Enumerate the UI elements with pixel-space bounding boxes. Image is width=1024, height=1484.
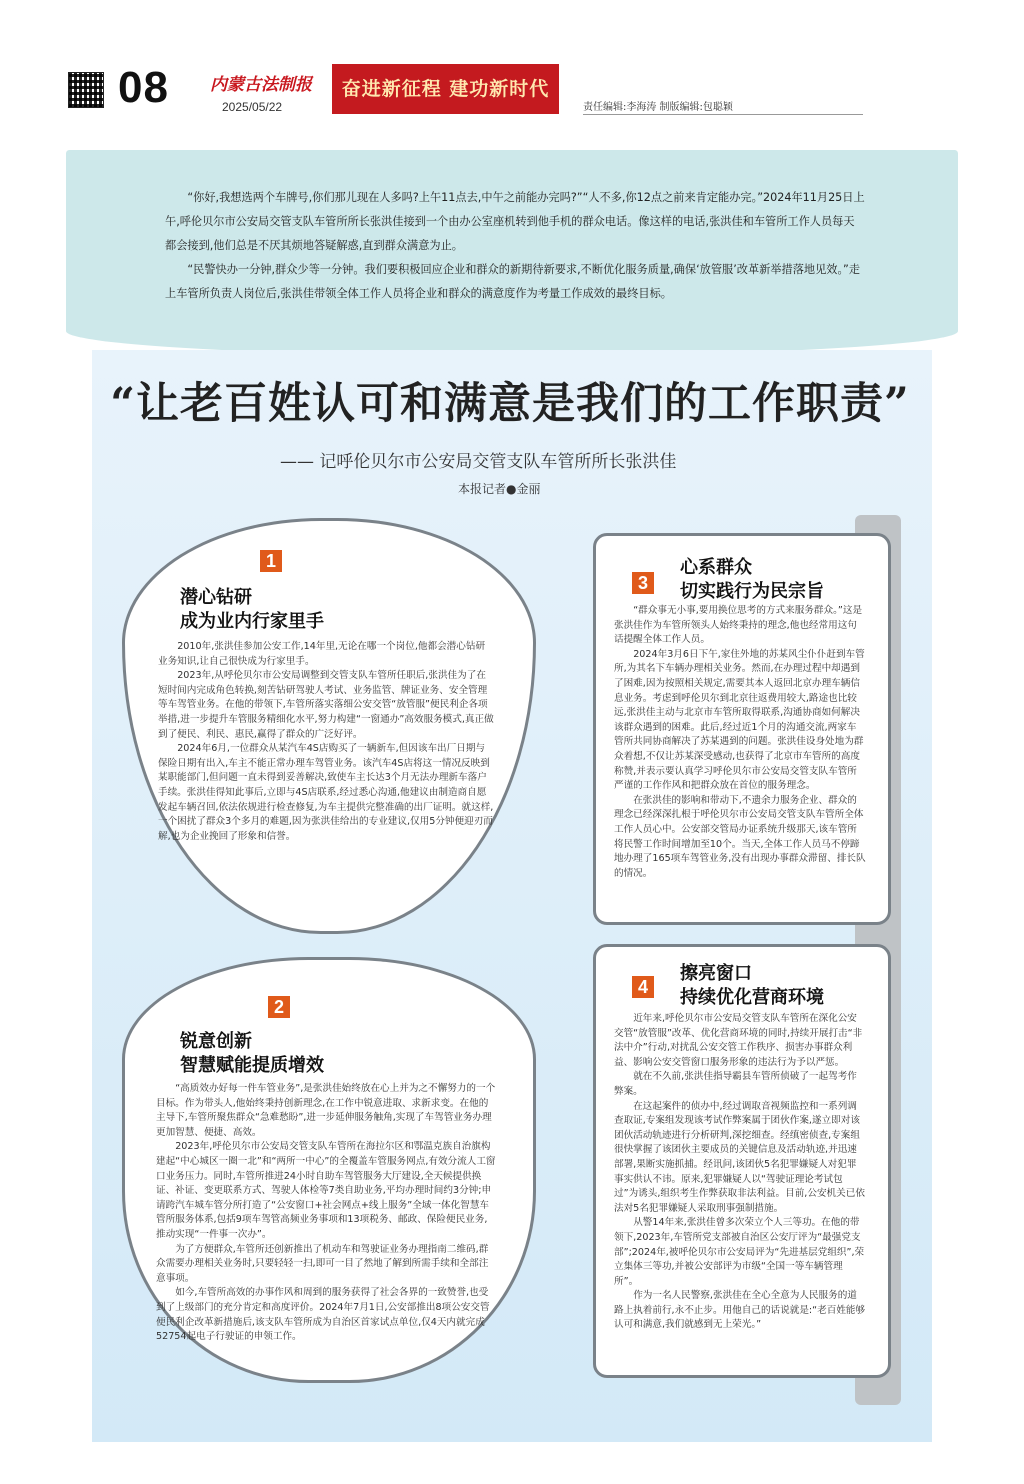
editor-credits: 责任编辑:李海涛 制版编辑:包聪颖 — [583, 102, 733, 113]
section-title-line: 智慧赋能提质增效 — [180, 1055, 324, 1076]
section-1-number: 1 — [260, 550, 282, 572]
intro-text — [165, 186, 865, 306]
section-2-body — [156, 1082, 496, 1345]
body-paragraph: 从警14年来,张洪佳曾多次荣立个人三等功。在他的带领下,2023年,车管所党支部被自治区公安厅评为“最强党支部”;2024年,被呼伦贝尔市公安局评为“先进基层党组织”,荣立集体三等功,并被公安部评为市级“全国一等车辆管理所”。 — [614, 1217, 865, 1287]
body-paragraph: 如今,车管所高效的办事作风和周到的服务获得了社会各界的一致赞誉,也受到了上级部门的充分肯定和高度评价。2024年7月1日,公安部推出8项公安交管便民利企改革新措施后,该支队车管所成为自治区首家试点单位,仅4天内就完成52754起电子行驶证的申领工作。 — [156, 1287, 490, 1343]
section-1-title — [180, 586, 324, 634]
intro-paragraph: “民警快办一分钟,群众少等一分钟。我们要积极回应企业和群众的新期待新要求,不断优化服务质量,确保‘放管服’改革新举措落地见效。”走上车管所负责人岗位后,张洪佳带领全体工作人员将企业和群众的满意度作为考量工作成效的最终目标。 — [165, 263, 861, 300]
section-3-number: 3 — [632, 572, 654, 594]
body-paragraph: 近年来,呼伦贝尔市公安局交管支队车管所在深化公安交管“放管服”改革、优化营商环境的同时,持续开展打击“非法中介”行动,对扰乱公安交管工作秩序、损害办事群众利益、影响公安交管窗口服务形象的违法行为予以严惩。 — [614, 1013, 863, 1068]
body-paragraph: 就在不久前,张洪佳指导霸县车管所侦破了一起驾考作弊案。 — [614, 1071, 857, 1097]
body-paragraph: “高质效办好每一件车管业务”,是张洪佳始终放在心上并为之不懈努力的一个目标。作为带头人,他始终秉持创新理念,在工作中锐意进取、求新求变。在他的主导下,车管所聚焦群众“急难愁盼”,进一步延伸服务触角,实现了车驾管业务办理更加智慧、便捷、高效。 — [156, 1083, 496, 1138]
qr-code-icon — [68, 72, 104, 108]
body-paragraph: 2023年,呼伦贝尔市公安局交管支队车管所在海拉尔区和鄂温克族自治旗构建起“中心城区一圈一北”和“两所一中心”的全覆盖车管服务网点,有效分流人工窗口业务压力。同时,车管所推进24小时自助车驾管服务大厅建设,全天候提供换证、补证、变更联系方式、驾驶人体检等7类自助业务,平均办理时间约3分钟;申请跨汽车城车管分所打造了“公安窗口+社会网点+线上服务”全域一体化智慧车管所服务体系,包括9项车驾管高频业务事项和13项税务、邮政、保险便民业务,推动实现“一件事一次办”。 — [156, 1141, 496, 1240]
section-4-title — [680, 962, 824, 1010]
body-paragraph: 2024年6月,一位群众从某汽车4S店购买了一辆新车,但因该车出厂日期与保险日期有出入,车主不能正常办理车驾管业务。该汽车4S店将这一情况反映到某职能部门,但问题一直未得到妥善解决,致使车主长达3个月无法办理新车落户手续。张洪佳得知此事后,立即与4S店联系,经过悉心沟通,他建议由制造商自愿发起车辆召回,依法依规进行检查修复,为车主提供完整准确的出厂证明。就这样,一个困扰了群众3个多月的难题,因为张洪佳给出的专业建议,仅用5分钟便迎刃而解,也为企业挽回了形象和信誉。 — [158, 743, 494, 842]
section-title-line: 擦亮窗口 — [680, 963, 752, 984]
section-2-number: 2 — [268, 996, 290, 1018]
body-paragraph: 2010年,张洪佳参加公安工作,14年里,无论在哪一个岗位,他都会潜心钻研业务知识,让自己很快成为行家里手。 — [158, 641, 486, 667]
section-title-line: 持续优化营商环境 — [680, 987, 824, 1008]
section-4-body — [614, 1012, 866, 1333]
section-title-line: 切实践行为民宗旨 — [680, 581, 824, 602]
body-paragraph: 2024年3月6日下午,家住外地的苏某风尘仆仆赶到车管所,为其名下车辆办理相关业务。然而,在办理过程中却遇到了困难,因为按照相关规定,需要其本人返回北京办理车辆信息业务。考虑到呼伦贝尔到北京往返费用较大,路途也比较远,张洪佳主动与北京市车管所取得联系,沟通协商如何解决该群众遇到的困难。此后,经过近1个月的沟通交流,两家车管所共同协商解决了苏某遇到的问题。张洪佳设身处地为群众着想,不仅让苏某深受感动,也获得了北京市车管所的高度称赞,并表示要认真学习呼伦贝尔市公安局交管支队车管所严谨的工作作风和把群众放在首位的服务理念。 — [614, 648, 865, 792]
section-title-line: 成为业内行家里手 — [180, 611, 324, 632]
section-3-body — [614, 604, 866, 881]
section-4-number: 4 — [632, 976, 654, 998]
body-paragraph: 在张洪佳的影响和带动下,不遗余力服务企业、群众的理念已经深深扎根于呼伦贝尔市公安局交管支队车管所全体工作人员心中。公安部交管局办证系统升级那天,该车管所将民警工作时间增加至10个。当天,全体工作人员马不停蹄地办理了165项车驾管业务,没有出现办事群众滞留、排长队的情况。 — [614, 794, 866, 879]
page-number: 08 — [118, 63, 169, 112]
body-paragraph: 在这起案件的侦办中,经过调取音视频监控和一系列调查取证,专案组发现该考试作弊案属于团伙作案,遂立即对该团伙活动轨迹进行分析研判,深挖细查。经缜密侦查,专案组很快掌握了该团伙主要成员的关键信息及活动轨迹,并迅速部署,果断实施抓捕。经讯问,该团伙5名犯罪嫌疑人对犯罪事实供认不讳。原来,犯罪嫌疑人以“驾驶证理论考试包过”为诱头,组织考生作弊获取非法利益。目前,公安机关已依法对5名犯罪嫌疑人采取刑事强制措施。 — [614, 1100, 865, 1214]
body-paragraph: 为了方便群众,车管所还创新推出了机动车和驾驶证业务办理指南二维码,群众需要办理相关业务时,只要轻轻一扫,即可一目了然地了解到所需手续和全部注意事项。 — [156, 1243, 489, 1284]
article-subheadline: —— 记呼伦贝尔市公安局交管支队车管所所长张洪佳 — [280, 452, 677, 472]
section-title-line: 锐意创新 — [180, 1031, 252, 1052]
body-paragraph: 作为一名人民警察,张洪佳在全心全意为人民服务的道路上执着前行,永不止步。用他自己的话说就是:“老百姓能够认可和满意,我们就感到无上荣光。” — [614, 1290, 866, 1331]
section-1-body — [158, 640, 494, 844]
body-paragraph: 2023年,从呼伦贝尔市公安局调整到交管支队车管所任职后,张洪佳为了在短时间内完成角色转换,刻苦钻研驾驶人考试、业务监管、牌证业务、安全管理等车驾管业务。在他的带领下,车管所落实落细公安交管“放管服”便民利企各项举措,进一步提升车管服务精细化水平,努力构建“一窗通办”高效服务模式,真正做到了便民、利民、惠民,赢得了群众的广泛好评。 — [158, 670, 494, 740]
section-title-line: 心系群众 — [680, 557, 752, 578]
column-banner: 奋进新征程 建功新时代 — [332, 64, 559, 114]
newspaper-name: 内蒙古法制报 — [210, 75, 312, 95]
article-headline: “让老百姓认可和满意是我们的工作职责” — [110, 379, 910, 429]
issue-date: 2025/05/22 — [222, 100, 283, 114]
section-3-title — [680, 556, 824, 604]
intro-paragraph: “你好,我想选两个车牌号,你们那儿现在人多吗?上午11点去,中午之前能办完吗?”“人不多,你12点之前来肯定能办完。”2024年11月25日上午,呼伦贝尔市公安局交管支队车管所所长张洪佳接到一个由办公室座机转到他手机的群众电话。像这样的电话,张洪佳和车管所工作人员每天都会接到,他们总是不厌其烦地答疑解惑,直到群众满意为止。 — [165, 191, 865, 252]
article-byline: 本报记者●金丽 — [458, 482, 541, 496]
section-2-title — [180, 1030, 324, 1078]
header-divider — [583, 114, 863, 115]
section-title-line: 潜心钻研 — [180, 587, 252, 608]
body-paragraph: “群众事无小事,要用换位思考的方式来服务群众。”这是张洪佳作为车管所领头人始终秉持的理念,他也经常用这句话提醒全体工作人员。 — [614, 605, 863, 646]
